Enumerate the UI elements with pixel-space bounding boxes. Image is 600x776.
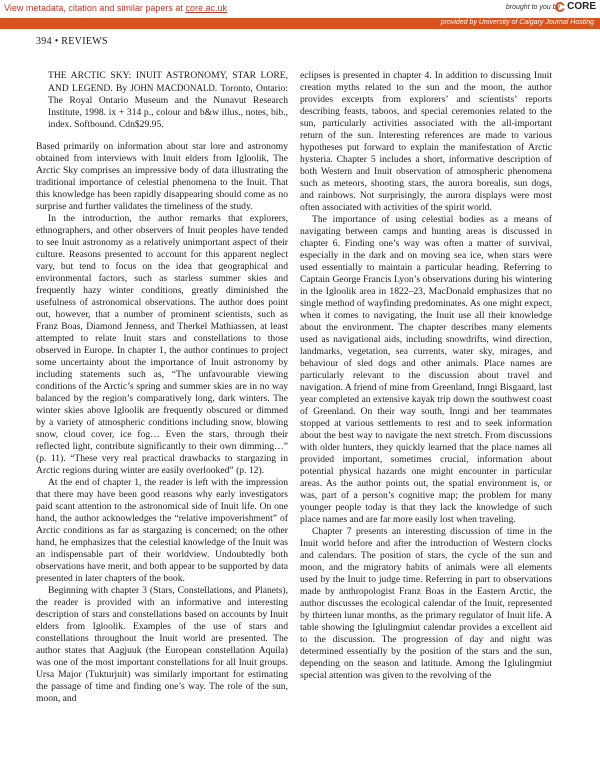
book-details: Toronto, Ontario: The Royal Ontario Museum and the Nunavut Research Institute, 1998. ix + 314 p., colour and b&w illus., notes, bib., index. Softbound. Cdn$29.95. <box>48 83 288 130</box>
provider-bar <box>0 18 600 29</box>
book-by: By <box>115 83 128 94</box>
left-column <box>36 70 288 705</box>
book-author: JOHN MACDONALD. <box>130 83 218 93</box>
book-title: THE ARCTIC SKY: INUIT ASTRONOMY, STAR LORE, AND LEGEND. <box>48 70 288 94</box>
right-column <box>300 70 552 682</box>
left-paragraph-1: Based primarily on information about star lore and astronomy obtained from interviews with Inuit elders from Igloolik, The Arctic Sky comprises an impressive body of data illustrating the traditional importance of celestial phenomena to the Inuit. That this knowledge has been rapidly disappearing should come as no surprise and further validates the timeliness of the study. <box>36 141 288 212</box>
metadata-link[interactable] <box>4 3 227 13</box>
page-header: 394 • REVIEWS <box>36 36 108 47</box>
core-banner <box>0 0 600 20</box>
right-paragraph-1: eclipses is presented in chapter 4. In addition to discussing Inuit creation myths related to the sun and the moon, the author provides excerpts from explorers’ and scientists’ reports describing feasts, taboos, and special ceremonies related to the sun, particularly activities associated with the all-important return of the sun. Interesting references are made to various hypotheses put forward to explain the manifestation of Arctic hysteria. Chapter 5 includes a short, informative description of both Western and Inuit observation of atmospheric phenomena such as meteors, shooting stars, the aurora borealis, sun dogs, and rainbows. Not surprisingly, the aurora displays were most often associated with activities of the spirit world. <box>300 70 552 213</box>
book-reference <box>36 70 288 131</box>
provider-text: provided by University of Calgary Journal Hosting <box>440 19 594 26</box>
left-paragraph-2: In the introduction, the author remarks that explorers, ethnographers, and other observers of Inuit peoples have tended to see Inuit astronomy as a relatively unimportant aspect of their culture. Reasons presented to account for this apparent neglect vary, but tend to focus on the idea that geographical and environmental factors, such as starless summer skies and frequently hazy winter conditions, greatly diminished the usefulness of astronomical observations. The author does point out, however, that a number of prominent scientists, such as Franz Boas, Diamond Jenness, and Therkel Mathiassen, at least attempted to relate Inuit stars and constellations to those observed in Europe. In chapter 1, the author continues to project some uncertainty about the importance of Inuit astronomy by including statements such as, “The unfavourable viewing conditions of the Arctic’s spring and summer skies are in no way balanced by the region’s comparatively long, dark winters. The winter skies above Igloolik are frequently obscured or dimmed by a variety of atmospheric conditions including snow, blowing snow, cloud cover, ice fog… Even the stars, through their reflected light, contribute significantly to their own dimming…” (p. 11). “These very real practical drawbacks to stargazing in Arctic regions during winter are easily overlooked” (p. 12). <box>36 213 288 476</box>
right-paragraph-2: The importance of using celestial bodies as a means of navigating between camps and hunting areas is discussed in chapter 6. Finding one’s way was often a matter of survival, especially in the dark and on moving sea ice, when stars were used essentially to maintain a particular heading. Referring to Captain George Francis Lyon’s observations during his wintering in the Igloolik area in 1822–23, MacDonald emphasizes that no single method of wayfinding predominates. As one might expect, when it comes to navigating, the Inuit use all their knowledge about the environment. The chapter describes many elements used as navigational aids, including snowdrifts, wind direction, landmarks, vegetation, sea currents, water sky, mirages, and behaviour of sled dogs and other animals. Place names are particularly relevant to the discussion about travel and navigation. A friend of mine from Greenland, Inngi Bisgaard, last year completed an extensive kayak trip down the southwest coast of Greenland. On their way south, Inngi and her teammates stopped at various settlements to rest and to seek information about the best way to navigate the next stretch. From discussions with older hunters, they quickly learned that the place names all provided important, sometimes crucial, information about potential physical hazards one might encounter in particular areas. As the author points out, the spatial environment is, or was, part of a person’s cognitive map; the problem for many younger people today is that they lack the knowledge of such place names and are far more easily lost when traveling. <box>300 214 552 525</box>
core-logo[interactable] <box>555 1 596 12</box>
brought-by-label: brought to you by <box>505 4 560 11</box>
core-link[interactable]: core.ac.uk <box>185 3 227 13</box>
spacer <box>36 131 288 141</box>
core-logo-icon <box>555 2 565 12</box>
core-logo-text: CORE <box>567 1 596 12</box>
left-paragraph-3: At the end of chapter 1, the reader is left with the impression that there may have been good reasons why early investigators paid scant attention to the astronomical side of Inuit life. On one hand, the author acknowledges the “relative impoverishment” of Arctic conditions as far as stargazing is concerned; on the other hand, he emphasizes that the celestial knowledge of the Inuit was an indispensable part of their worldview. Undoubtedly both observations have merit, and both appear to be supported by data presented in later chapters of the book. <box>36 477 288 584</box>
metadata-prefix: View metadata, citation and similar papers at <box>4 3 186 13</box>
left-paragraph-4: Beginning with chapter 3 (Stars, Constellations, and Planets), the reader is provided with an informative and interesting description of stars and constellations based on accounts by Inuit elders from Igloolik. Examples of the use of stars and constellations throughout the Inuit world are presented. The author states that Aagjuuk (the European constellation Aquila) was one of the most important constellations for all Inuit groups. Ursa Major (Tukturjuit) was similarly important for estimating the passage of time and finding one’s way. The role of the sun, moon, and <box>36 585 288 704</box>
right-paragraph-3: Chapter 7 presents an interesting discussion of time in the Inuit world before and after the introduction of Western clocks and calendars. The position of stars, the cycle of the sun and moon, and the migratory habits of animals were all elements used by the Inuit to judge time. Referring in part to observations made by anthropologist Franz Boas in the Eastern Arctic, the author discusses the ecological calendar of the Inuit, represented by thirteen lunar months, as the primary regulator of Inuit life. A table showing the Iglulingmiut calendar provides a excellent aid to the discussion. The progression of day and night was determined essentially by the position of the stars and the sun, depending on the season and latitude. Among the Iglulingmiut special attention was given to the revolving of the <box>300 526 552 681</box>
